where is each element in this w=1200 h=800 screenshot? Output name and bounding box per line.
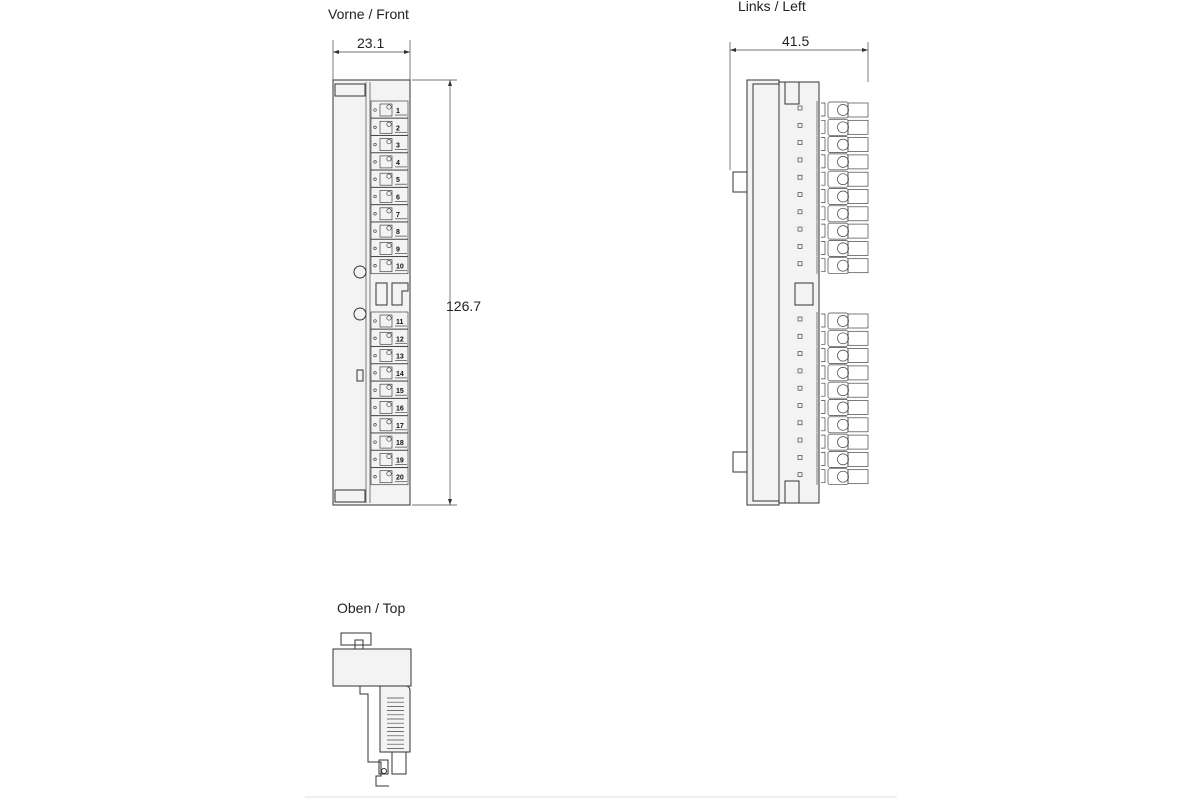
left-terminal-housing [848, 103, 868, 117]
terminal-number: 10 [396, 263, 404, 271]
left-terminal-housing [848, 349, 868, 363]
left-terminal-housing [848, 172, 868, 186]
terminal-number: 13 [396, 353, 404, 361]
left-terminal-clamp [828, 240, 848, 256]
left-terminal-clamp [828, 382, 848, 398]
left-terminal-wire-entry [838, 122, 849, 133]
top-view [333, 600, 411, 786]
front-height-dimension [412, 80, 481, 505]
terminal-number: 14 [396, 370, 404, 378]
front-view [328, 6, 481, 505]
front-width-label: 23.1 [357, 35, 385, 51]
left-terminal-wire-entry [838, 260, 849, 271]
terminal-number: 18 [396, 440, 404, 448]
terminal-number: 12 [396, 336, 404, 344]
terminal-number: 6 [396, 194, 400, 202]
top-latch [341, 633, 371, 645]
top-housing [333, 649, 411, 686]
left-view [730, 0, 868, 505]
top-foot-pin [382, 769, 387, 774]
terminal-number: 11 [396, 319, 404, 326]
terminal-number: 9 [396, 246, 400, 254]
front-width-dimension [333, 35, 410, 80]
left-terminal-housing [848, 366, 868, 380]
left-terminal-housing [848, 401, 868, 415]
terminal-number: 19 [396, 457, 404, 465]
terminal-number: 8 [396, 229, 400, 237]
terminal-number: 3 [396, 142, 400, 150]
left-terminal-clamp [828, 189, 848, 205]
left-terminal-wire-entry [838, 156, 849, 167]
left-terminal-wire-entry [838, 333, 849, 344]
terminal-number: 1 [396, 108, 400, 115]
left-view-title: Links / Left [738, 0, 806, 14]
left-terminal-clamp [828, 119, 848, 135]
left-width-label: 41.5 [782, 33, 810, 49]
left-terminal-housing [848, 241, 868, 255]
top-clamp [392, 752, 406, 774]
left-terminal-wire-entry [838, 174, 849, 185]
left-terminal-housing [848, 452, 868, 466]
left-terminal-clamp [828, 469, 848, 485]
terminal-number: 4 [396, 159, 400, 167]
left-terminal-clamp [828, 102, 848, 118]
left-terminal-housing [848, 155, 868, 169]
left-terminal-housing [848, 418, 868, 432]
terminal-number: 2 [396, 125, 400, 133]
front-height-label: 126.7 [446, 298, 482, 314]
left-terminal-housing [848, 207, 868, 221]
left-terminal-housing [848, 190, 868, 204]
left-terminal-wire-entry [838, 419, 849, 430]
left-terminal-clamp [828, 348, 848, 364]
left-terminal-wire-entry [838, 471, 849, 482]
left-terminal-clamp [828, 206, 848, 222]
left-terminal-housing [848, 120, 868, 134]
left-rail-hook-upper [733, 172, 747, 192]
terminal-number: 5 [396, 177, 400, 185]
left-terminal-clamp [828, 137, 848, 153]
left-terminal-housing [848, 435, 868, 449]
left-terminal-clamp [828, 258, 848, 274]
left-terminal-wire-entry [838, 226, 849, 237]
left-terminal-clamp [828, 365, 848, 381]
left-terminal-clamp [828, 434, 848, 450]
left-terminal-housing [848, 470, 868, 484]
left-terminal-housing [848, 383, 868, 397]
left-terminal-clamp [828, 451, 848, 467]
left-terminal-wire-entry [838, 350, 849, 361]
terminal-number: 15 [396, 388, 404, 396]
left-terminal-wire-entry [838, 402, 849, 413]
left-terminal-wire-entry [838, 316, 849, 327]
left-terminal-housing [848, 314, 868, 328]
terminal-number: 17 [396, 422, 404, 430]
left-terminal-wire-entry [838, 191, 849, 202]
left-terminal-clamp [828, 154, 848, 170]
left-terminal-housing [848, 259, 868, 273]
left-terminal-wire-entry [838, 139, 849, 150]
left-terminal-wire-entry [838, 367, 849, 378]
left-terminal-clamp [828, 417, 848, 433]
left-terminal-clamp [828, 313, 848, 329]
terminal-number: 16 [396, 405, 404, 413]
left-terminal-housing [848, 138, 868, 152]
left-base-inner [753, 84, 779, 501]
left-terminal-wire-entry [838, 454, 849, 465]
left-terminal-wire-entry [838, 208, 849, 219]
top-view-title: Oben / Top [337, 600, 406, 616]
left-terminal-clamp [828, 400, 848, 416]
left-terminal-wire-entry [838, 437, 849, 448]
left-terminal-clamp [828, 223, 848, 239]
terminal-number: 20 [396, 474, 404, 482]
left-terminal-clamp [828, 330, 848, 346]
front-view-title: Vorne / Front [328, 6, 409, 22]
left-terminal-wire-entry [838, 243, 849, 254]
terminal-number: 7 [396, 211, 400, 219]
left-terminal-wire-entry [838, 105, 849, 116]
left-rail-hook-lower [733, 452, 747, 472]
left-terminal-wire-entry [838, 385, 849, 396]
left-terminal-housing [848, 224, 868, 238]
left-terminal-clamp [828, 171, 848, 187]
left-terminal-housing [848, 331, 868, 345]
